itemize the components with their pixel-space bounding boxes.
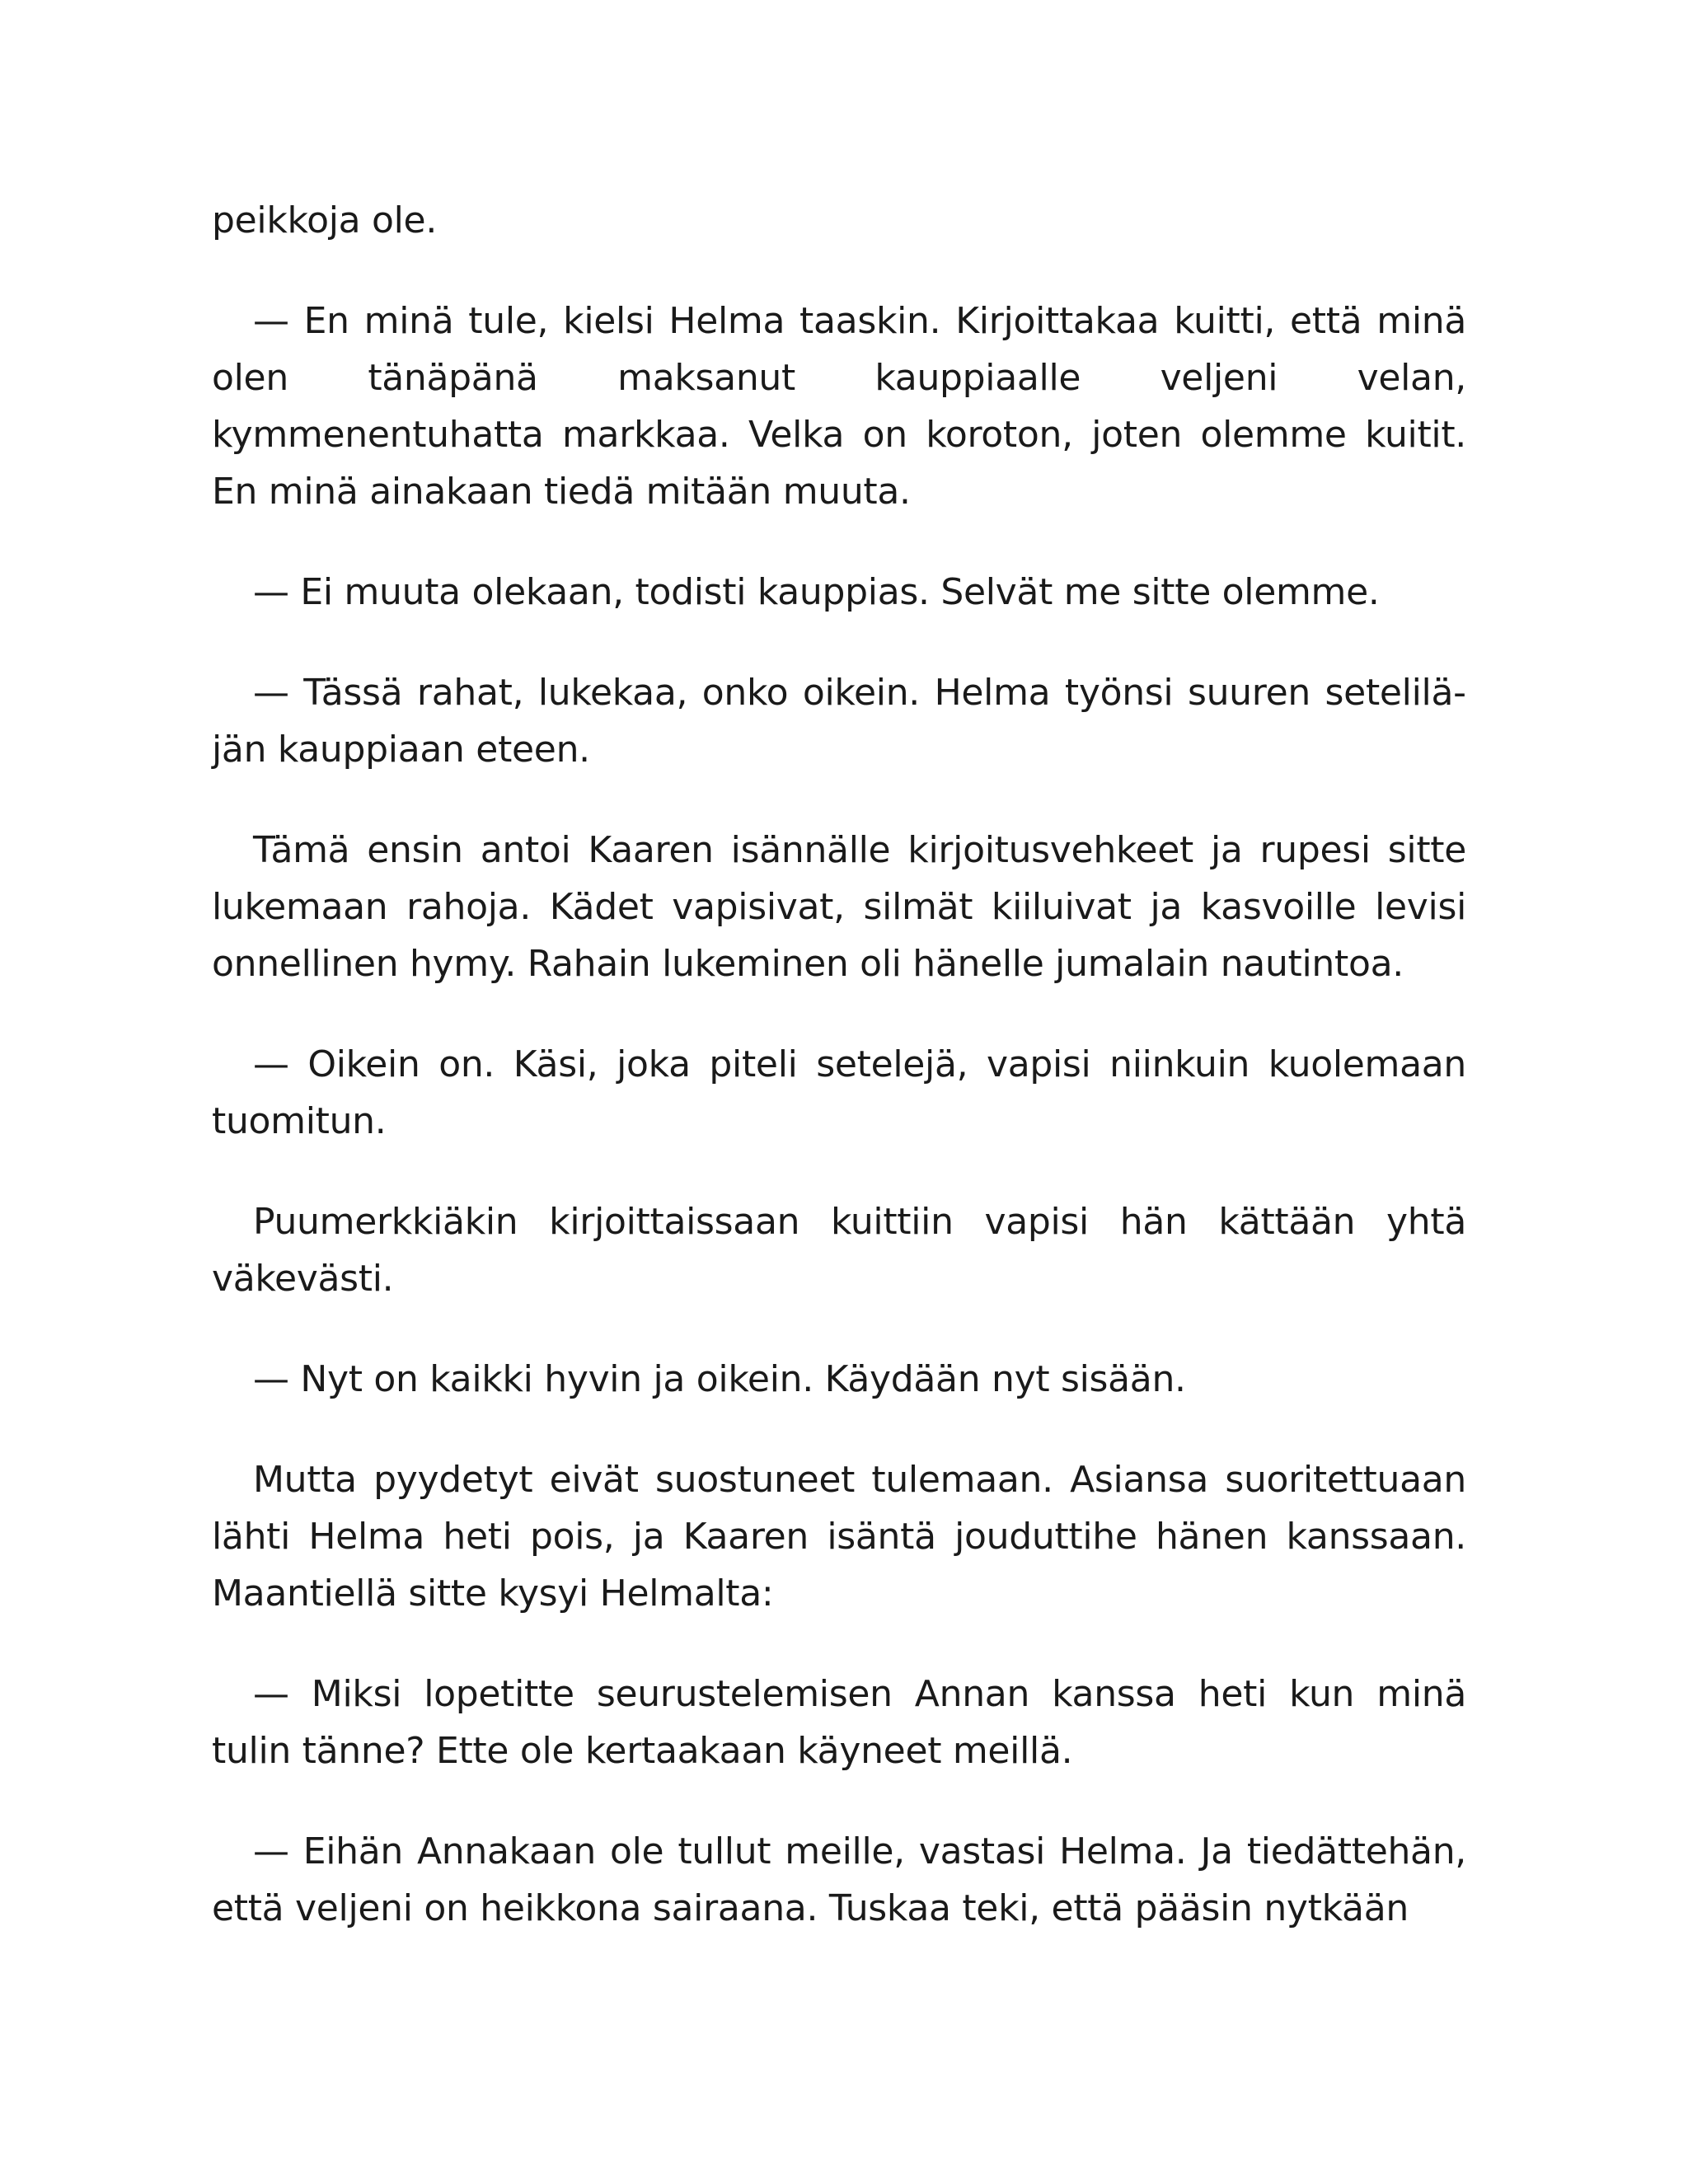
book-page <box>212 192 1466 1937</box>
paragraph-5: Tämä ensin antoi Kaaren isännälle kirjoitusvehkeet ja rupesi sitte lukemaan rahoja. Kädet vapisivat, silmät kiiluivat ja kasvoille levisi onnellinen hymy. Rahain lukeminen oli hänelle jumalain nautintoa. <box>212 829 1466 985</box>
paragraph-2: — En minä tule, kielsi Helma taaskin. Kirjoittakaa kuitti, että minä olen tänäpänä maksanut kauppiaalle veljeni velan, kymmenentuhatta markkaa. Velka on koroton, joten olemme kuitit. En minä ainakaan tiedä mitään muuta. <box>212 300 1466 513</box>
paragraph-3: — Ei muuta olekaan, todisti kauppias. Selvät me sitte olemme. <box>253 571 1380 613</box>
paragraph-6: — Oikein on. Käsi, joka piteli setelejä, vapisi niinkuin kuolemaan tuomitun. <box>212 1043 1466 1142</box>
paragraph-1: peikkoja ole. <box>212 199 438 241</box>
paragraph-7: Puumerkkiäkin kirjoittaissaan kuittiin vapisi hän kättään yhtä väkevästi. <box>212 1201 1466 1300</box>
paragraph-4: — Tässä rahat, lukekaa, onko oikein. Helma työnsi suuren seteliläjän kauppiaan eteen. <box>212 672 1466 771</box>
paragraph-10: — Miksi lopetitte seurustelemisen Annan kanssa heti kun minä tulin tänne? Ette ole kertaakaan käyneet meillä. <box>212 1673 1466 1772</box>
paragraph-11: — Eihän Annakaan ole tullut meille, vastasi Helma. Ja tiedättehän, että veljeni on heikkona sairaana. Tuskaa teki, että pääsin nytkään <box>212 1830 1466 1929</box>
paragraph-9: Mutta pyydetyt eivät suostuneet tulemaan. Asiansa suoritettuaan lähti Helma heti pois, ja Kaaren isäntä jouduttihe hänen kanssaan. Maantiellä sitte kysyi Helmalta: <box>212 1459 1466 1615</box>
paragraph-8: — Nyt on kaikki hyvin ja oikein. Käydään nyt sisään. <box>253 1358 1186 1400</box>
